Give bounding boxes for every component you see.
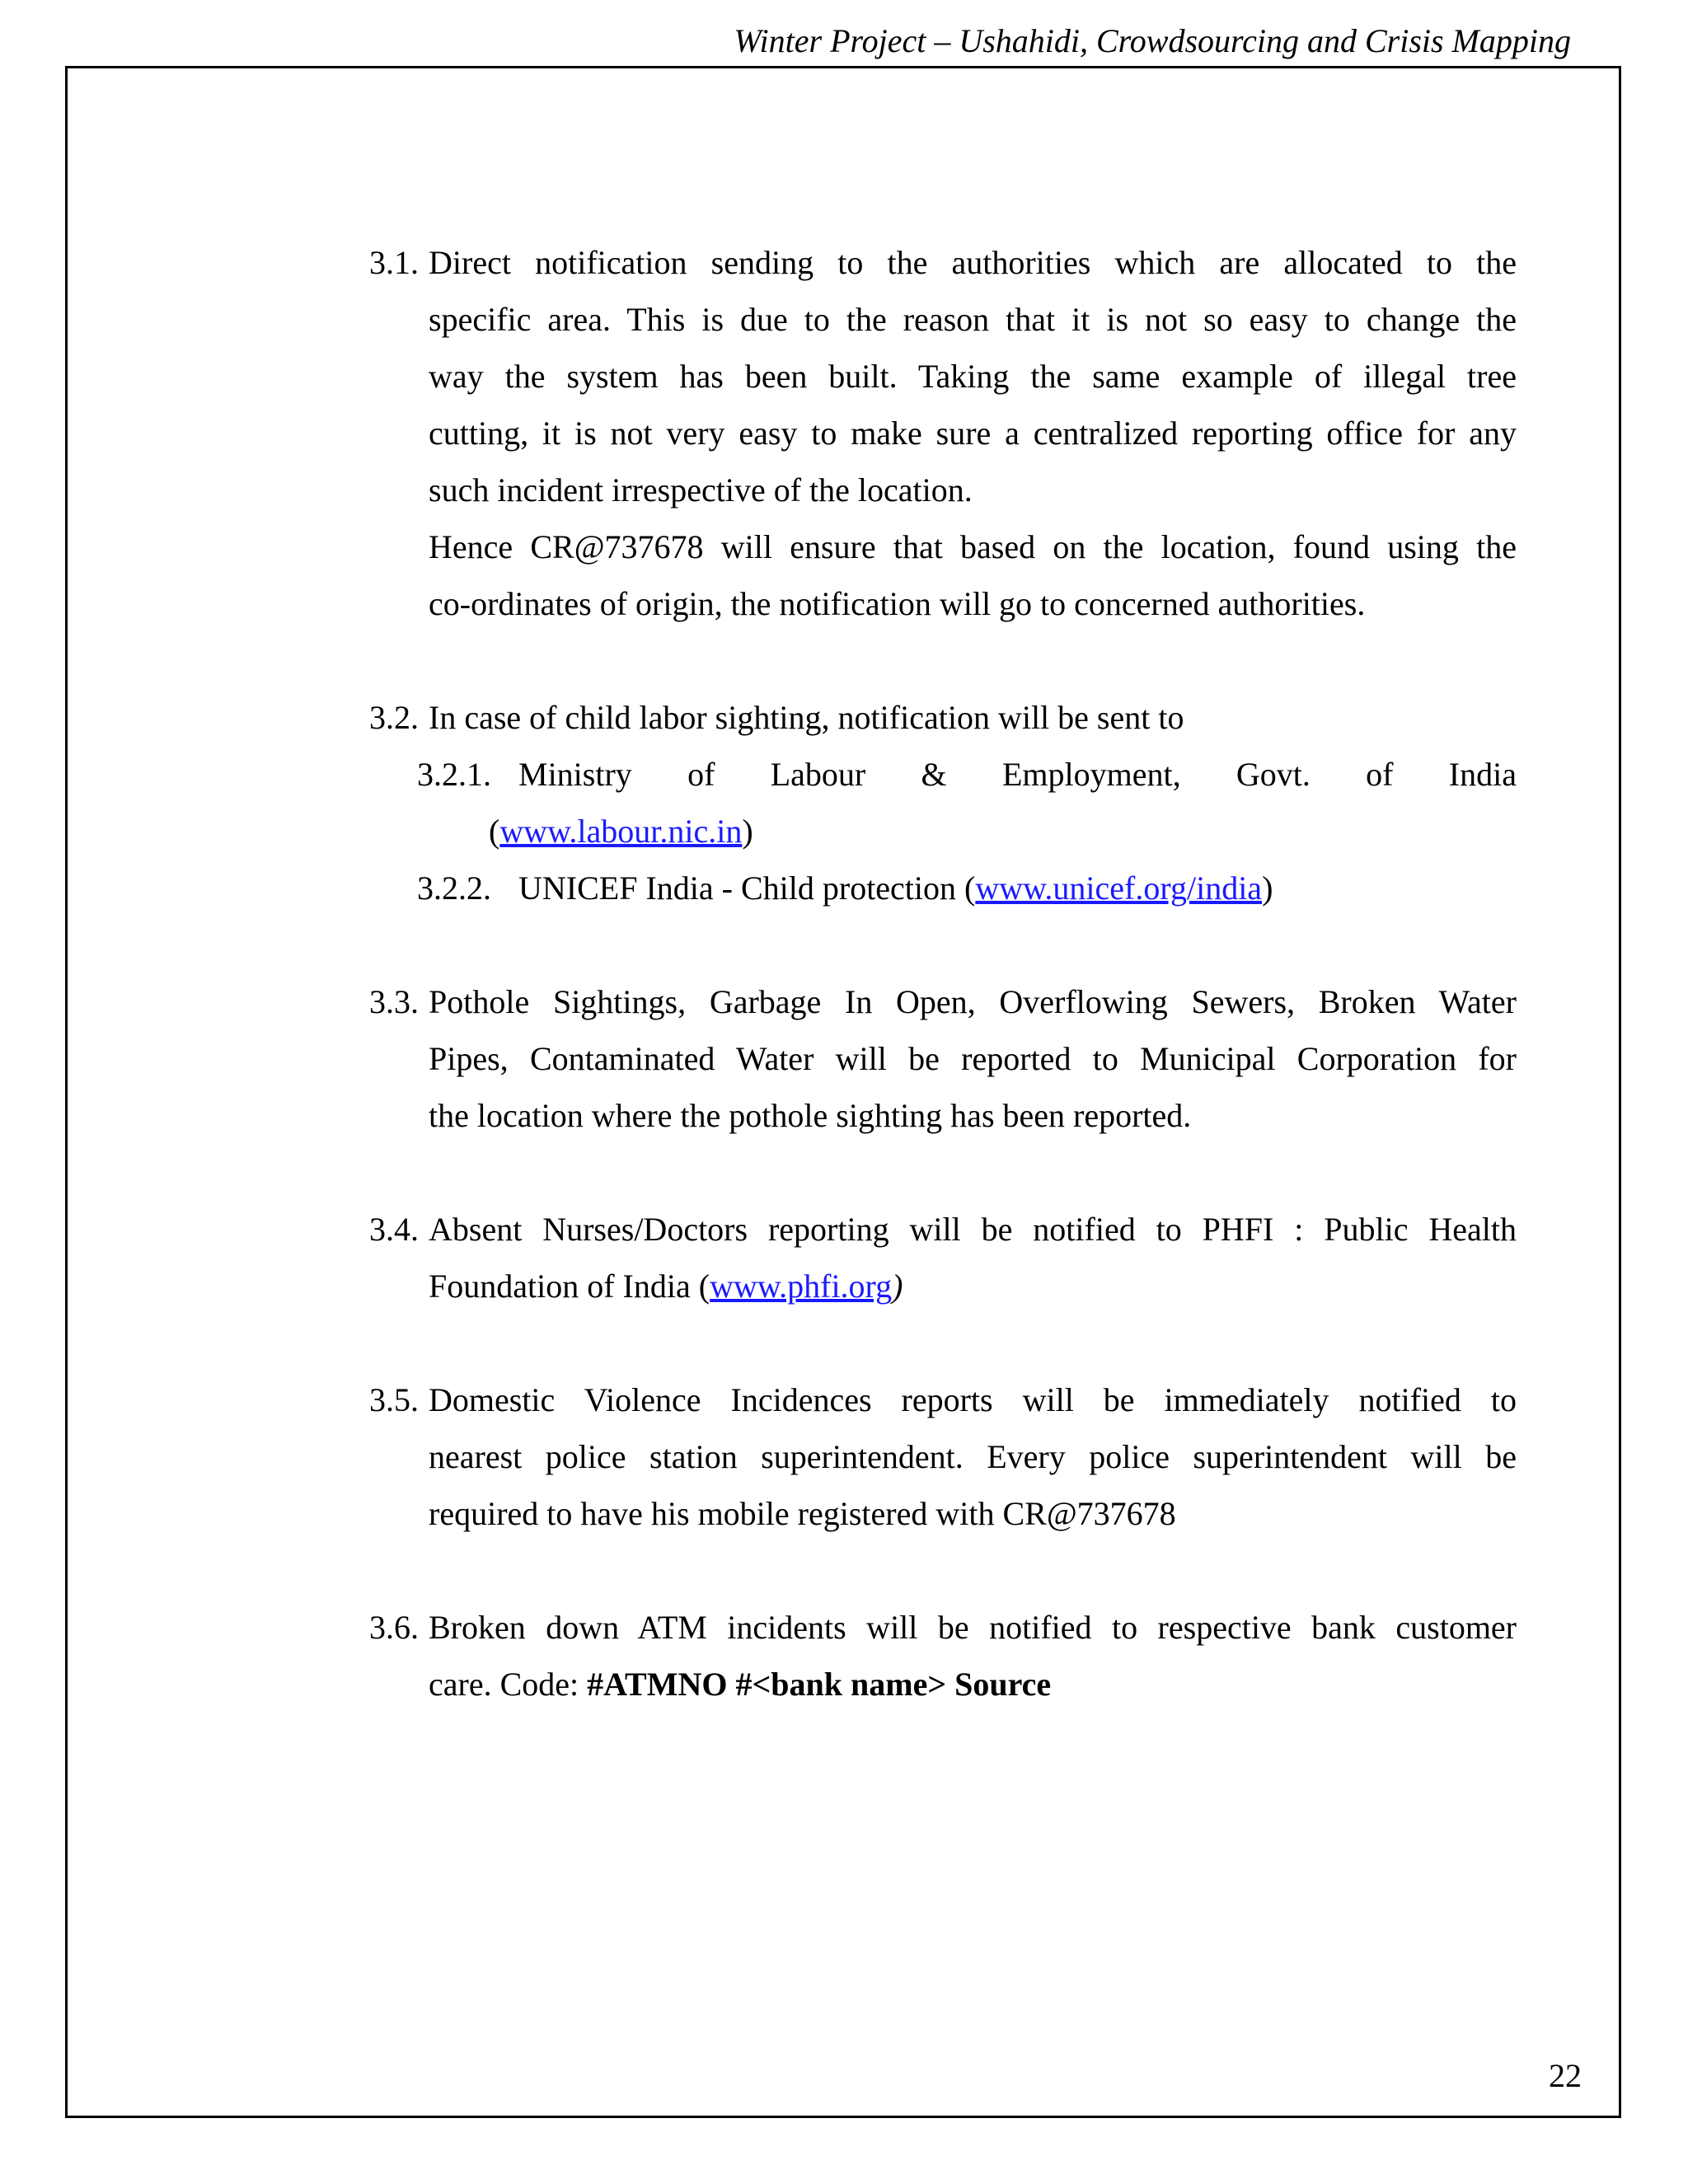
paragraph-line: In case of child labor sighting, notification will be sent to [429, 699, 1184, 736]
page-frame [65, 66, 1621, 2118]
paragraph-line [489, 812, 753, 851]
running-header: Winter Project – Ushahidi, Crowdsourcing and Crisis Mapping [734, 22, 1571, 59]
paragraph-line: Ministry of Labour & Employment, Govt. of India [518, 756, 1517, 793]
section-number: 3.1. [369, 244, 419, 281]
subsection-number: 3.2.2. [417, 869, 491, 907]
paragraph-line: co-ordinates of origin, the notification will go to concerned authorities. [429, 585, 1366, 622]
paragraph-line: the location where the pothole sighting has been reported. [429, 1097, 1192, 1134]
paragraph-line: way the system has been built. Taking the same example of illegal tree [429, 358, 1517, 395]
page-content [68, 68, 1619, 2116]
paragraph-line: Pipes, Contaminated Water will be reported to Municipal Corporation for [429, 1040, 1517, 1077]
section-number: 3.2. [369, 699, 419, 736]
unicef-link[interactable]: www.unicef.org/india [975, 869, 1263, 907]
section-number: 3.5. [369, 1381, 419, 1418]
unicef-text: UNICEF India - Child protection ( [518, 869, 976, 907]
labour-link[interactable]: www.labour.nic.in [499, 813, 743, 850]
section-number: 3.3. [369, 983, 419, 1020]
paragraph-line: required to have his mobile registered with CR@737678 [429, 1495, 1176, 1532]
atm-code: #ATMNO #<bank name> Source [587, 1666, 1052, 1703]
subsection-number: 3.2.1. [417, 756, 491, 793]
paragraph-line: such incident irrespective of the location. [429, 471, 973, 509]
paragraph-line: Absent Nurses/Doctors reporting will be notified to PHFI : Public Health [429, 1211, 1517, 1248]
paragraph-line [429, 1267, 903, 1306]
close-paren: ) [892, 1268, 903, 1305]
page-number: 22 [1549, 2057, 1582, 2094]
section-number: 3.6. [369, 1609, 419, 1646]
paragraph-line: nearest police station superintendent. Every police superintendent will be [429, 1438, 1517, 1475]
paragraph-line: Broken down ATM incidents will be notified to respective bank customer [429, 1609, 1517, 1646]
open-paren: ( [489, 813, 500, 850]
phfi-text: Foundation of India ( [429, 1268, 710, 1305]
paragraph-line: specific area. This is due to the reason that it is not so easy to change the [429, 301, 1517, 338]
paragraph-line: Pothole Sightings, Garbage In Open, Overflowing Sewers, Broken Water [429, 983, 1517, 1020]
phfi-link[interactable]: www.phfi.org [710, 1268, 893, 1305]
paragraph-line [518, 869, 1273, 908]
paragraph-line: cutting, it is not very easy to make sure a centralized reporting office for any [429, 415, 1517, 452]
paragraph-line: Direct notification sending to the authorities which are allocated to the [429, 244, 1517, 281]
section-number: 3.4. [369, 1211, 419, 1248]
paragraph-line: Domestic Violence Incidences reports will be immediately notified to [429, 1381, 1517, 1418]
paragraph-line [429, 1665, 1051, 1704]
code-label: care. Code: [429, 1666, 588, 1703]
paragraph-line: Hence CR@737678 will ensure that based on the location, found using the [429, 528, 1517, 565]
close-paren: ) [742, 813, 753, 850]
close-paren: ) [1262, 869, 1273, 907]
